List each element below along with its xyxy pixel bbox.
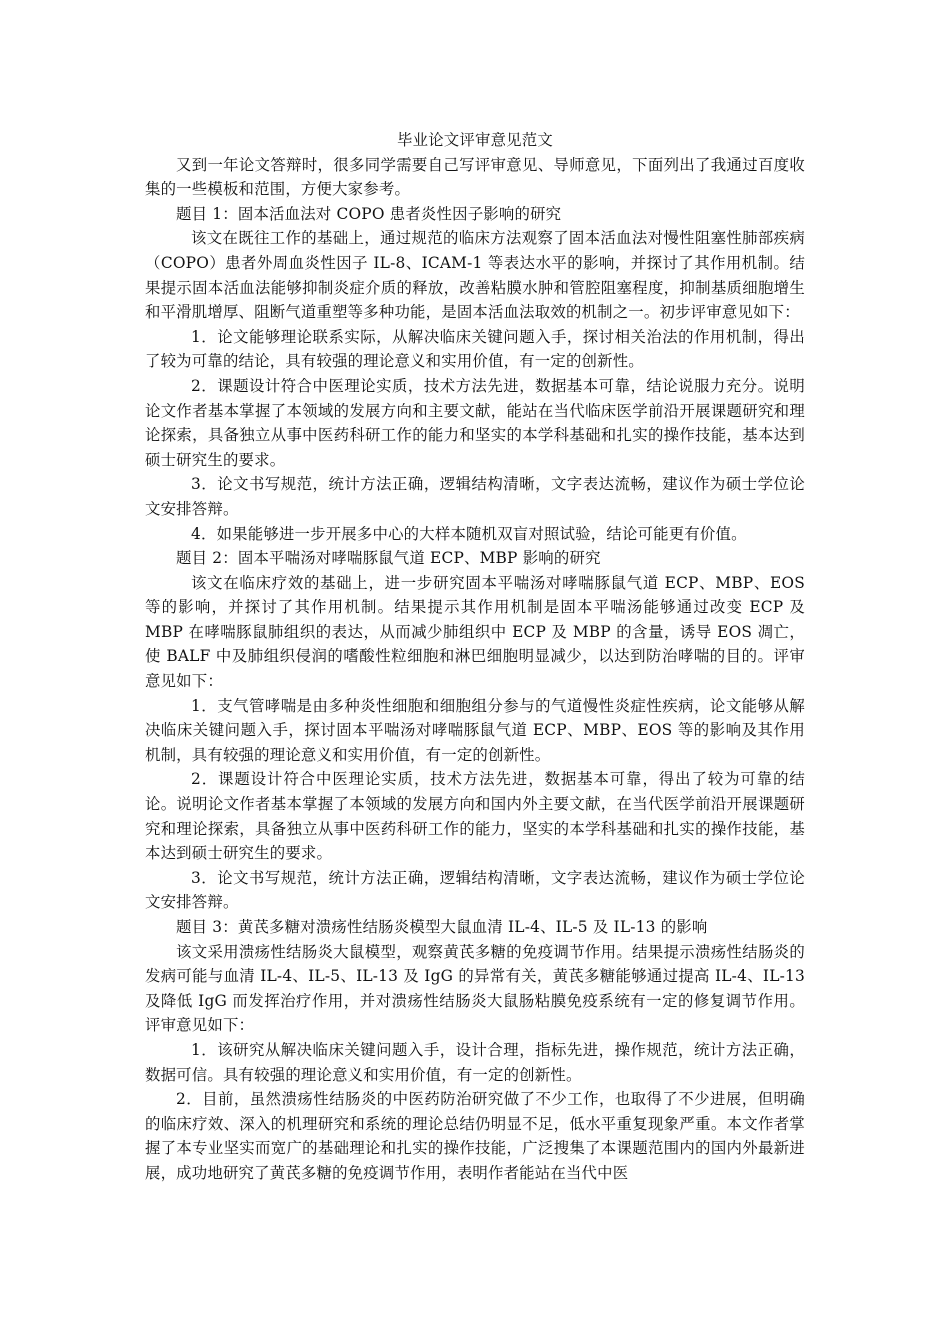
topic2-summary: 该文在临床疗效的基础上，进一步研究固本平喘汤对哮喘豚鼠气道 ECP、MBP、EOS 等的影响，并探讨了其作用机制。结果提示其作用机制是固本平喘汤能够通过改变 ECP 及 MBP 在哮喘豚鼠肺组织的表达，从而减少肺组织中 ECP 及 MBP 的含量，诱导 EOS 凋亡，使 BALF 中及肺组织侵润的嗜酸性粒细胞和淋巴细胞明显减少，以达到防治哮喘的目的。评审意见如下： <box>145 573 805 691</box>
topic1-item: 1．论文能够理论联系实际，从解决临床关键问题入手，探讨相关治法的作用机制，得出了较为可靠的结论，具有较强的理论意义和实用价值，有一定的创新性。 <box>145 327 805 371</box>
document-title: 毕业论文评审意见范文 <box>397 131 553 149</box>
topic3-summary: 该文采用溃疡性结肠炎大鼠模型，观察黄芪多糖的免疫调节作用。结果提示溃疡性结肠炎的发病可能与血清 IL-4、IL-5、IL-13 及 IgG 的异常有关，黄芪多糖能够通过提高 IL-4、IL-13 及降低 IgG 而发挥治疗作用，并对溃疡性结肠炎大鼠肠粘膜免疫系统有一定的修复调节作用。评审意见如下： <box>145 942 805 1035</box>
topic3-item: 1．该研究从解决临床关键问题入手，设计合理，指标先进，操作规范，统计方法正确，数据可信。具有较强的理论意义和实用价值，有一定的创新性。 <box>145 1040 805 1084</box>
document-body <box>145 128 805 1186</box>
topic2-item: 1．支气管哮喘是由多种炎性细胞和细胞组分参与的气道慢性炎症性疾病，论文能够从解决临床关键问题入手，探讨固本平喘汤对哮喘豚鼠气道 ECP、MBP、EOS 等的影响及其作用机制，具有较强的理论意义和实用价值，有一定的创新性。 <box>145 696 805 764</box>
topic3-item: 2．目前，虽然溃疡性结肠炎的中医药防治研究做了不少工作，也取得了不少进展，但明确的临床疗效、深入的机理研究和系统的理论总结仍明显不足，低水平重复现象严重。本文作者掌握了本专业坚实而宽广的基础理论和扎实的操作技能，广泛搜集了本课题范围内的国内外最新进展，成功地研究了黄芪多糖的免疫调节作用，表明作者能站在当代中医 <box>145 1090 805 1182</box>
topic1-summary: 该文在既往工作的基础上，通过规范的临床方法观察了固本活血法对慢性阻塞性肺部疾病（COPO）患者外周血炎性因子 IL-8、ICAM-1 等表达水平的影响，并探讨了其作用机制。结果提示固本活血法能够抑制炎症介质的释放，改善粘膜水肿和管腔阻塞程度，抑制基质细胞增生和平滑肌增厚、阻断气道重塑等多种功能，是固本活血法取效的机制之一。初步评审意见如下： <box>145 229 805 322</box>
topic2-item: 2．课题设计符合中医理论实质，技术方法先进，数据基本可靠，得出了较为可靠的结论。说明论文作者基本掌握了本领域的发展方向和国内外主要文献，在当代医学前沿开展课题研究和理论探索，具备独立从事中医药科研工作的能力，坚实的本学科基础和扎实的操作技能，基本达到硕士研究生的要求。 <box>145 770 805 863</box>
topic1-item: 2．课题设计符合中医理论实质，技术方法先进，数据基本可靠，结论说服力充分。说明论文作者基本掌握了本领域的发展方向和主要文献，能站在当代临床医学前沿开展课题研究和理论探索，具备独立从事中医药科研工作的能力和坚实的本学科基础和扎实的操作技能，基本达到硕士研究生的要求。 <box>145 376 805 469</box>
topic2-item: 3．论文书写规范，统计方法正确，逻辑结构清晰，文字表达流畅，建议作为硕士学位论文安排答辩。 <box>145 868 805 912</box>
topic3-heading: 题目 3：黄芪多糖对溃疡性结肠炎模型大鼠血清 IL-4、IL-5 及 IL-13 的影响 <box>176 918 708 936</box>
topic2-heading: 题目 2：固本平喘汤对哮喘豚鼠气道 ECP、MBP 影响的研究 <box>176 549 601 568</box>
topic1-heading: 题目 1：固本活血法对 COPO 患者炎性因子影响的研究 <box>176 204 562 223</box>
topic1-item: 3．论文书写规范，统计方法正确，逻辑结构清晰，文字表达流畅，建议作为硕士学位论文安排答辩。 <box>145 475 805 518</box>
topic1-item: 4．如果能够进一步开展多中心的大样本随机双盲对照试验，结论可能更有价值。 <box>191 524 747 543</box>
intro-paragraph: 又到一年论文答辩时，很多同学需要自己写评审意见、导师意见，下面列出了我通过百度收集的一些模板和范围，方便大家参考。 <box>145 155 805 199</box>
